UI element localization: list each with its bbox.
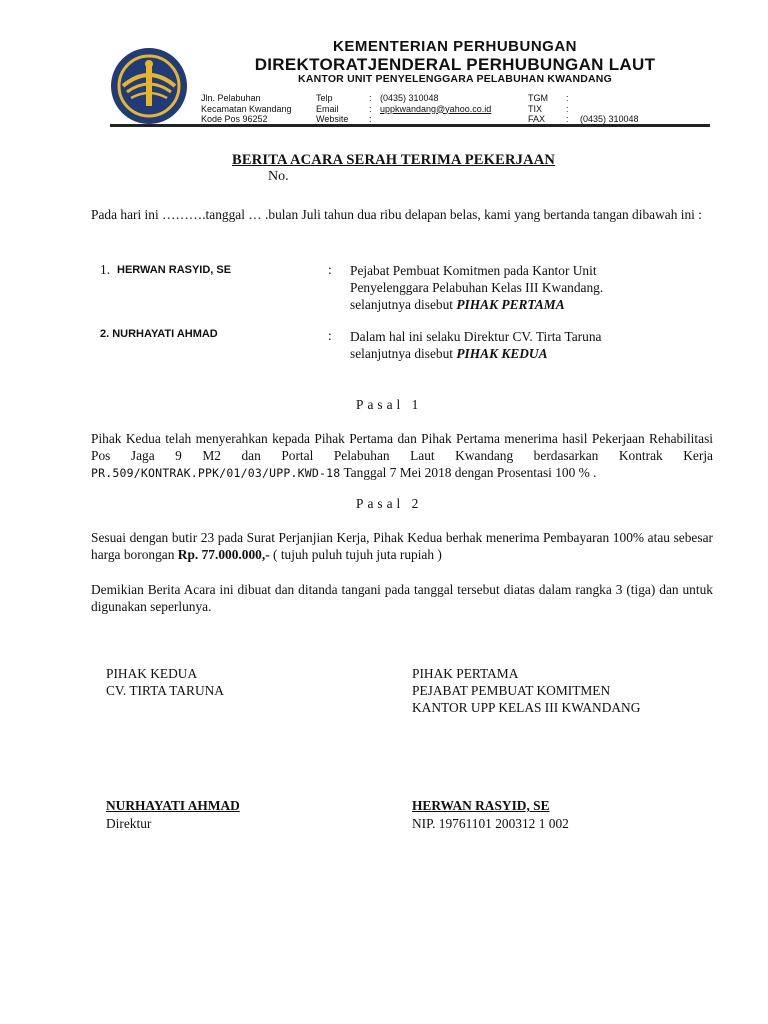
party1-colon: : <box>328 262 332 277</box>
ministry-emblem-icon <box>109 46 189 126</box>
sig-right-nip: NIP. 19761101 200312 1 002 <box>412 816 569 831</box>
para1-text: Pihak Kedua telah menyerahkan kepada Pihak Pertama dan Pihak Pertama menerima hasil Pekerjaan Rehabilitasi Pos Jaga 9 M2 dan Portal Pelabuhan Laut Kwandang berdasarkan Kontrak Kerja <box>91 431 713 463</box>
party2-name: 2. NURHAYATI AHMAD <box>100 328 218 340</box>
party1-desc-line <box>350 296 720 313</box>
contact-phone: (0435) 310048 <box>380 93 439 103</box>
intro-paragraph: Pada hari ini ……….tanggal … .bulan Juli tahun dua ribu delapan belas, kami yang bertanda tangan dibawah ini : <box>91 207 702 222</box>
contact-right-labels <box>528 93 548 125</box>
contact-tgm <box>580 93 639 104</box>
party2-desc-line <box>350 345 720 362</box>
pasal-1-paragraph <box>91 430 713 482</box>
contact-label: TGM <box>528 93 548 103</box>
contact-labels <box>316 93 348 125</box>
party1-number: 1. <box>100 262 111 277</box>
closing-paragraph: Demikian Berita Acara ini dibuat dan ditanda tangani pada tanggal tersebut diatas dalam rangka 3 (tiga) dan untuk digunakan seperlunya. <box>91 582 713 614</box>
contact-separators: : : : <box>369 93 372 124</box>
document-number: No. <box>268 169 289 184</box>
letterhead-office: KANTOR UNIT PENYELENGGARA PELABUHAN KWANDANG <box>298 73 612 85</box>
sig-left-name: NURHAYATI AHMAD <box>106 798 240 813</box>
party1-label: PIHAK PERTAMA <box>456 297 565 312</box>
sig-left-party: PIHAK KEDUA <box>106 666 198 681</box>
contact-tix <box>580 104 639 115</box>
letterhead-directorate: DIREKTORATJENDERAL PERHUBUNGAN LAUT <box>254 55 656 74</box>
contact-right-values <box>580 93 639 125</box>
party2-colon: : <box>328 328 332 343</box>
letterhead-divider <box>110 124 710 127</box>
contact-label: FAX <box>528 114 546 124</box>
signature-block-left <box>106 665 224 699</box>
contact-label: Email <box>316 103 339 114</box>
sig-right-name: HERWAN RASYID, SE <box>412 798 550 813</box>
party2-label: PIHAK KEDUA <box>456 346 548 361</box>
pasal-2-paragraph <box>91 529 713 563</box>
party2-description <box>350 328 720 362</box>
letterhead-address <box>201 93 292 125</box>
party1-description <box>350 262 720 313</box>
party1-desc-text: selanjutnya disebut <box>350 297 454 312</box>
address-line: Kode Pos 96252 <box>201 114 268 124</box>
para2-text: Sesuai dengan butir 23 pada Surat Perjanjian Kerja, Pihak Kedua berhak menerima Pembayaran 100% atau sebesar harga borongan <box>91 530 713 562</box>
party2-desc-text: selanjutnya disebut <box>350 346 454 361</box>
party1-desc-line: Pejabat Pembuat Komitmen pada Kantor Unit <box>350 263 597 278</box>
sig-left-role: Direktur <box>106 816 152 831</box>
contract-number: PR.509/KONTRAK.PPK/01/03/UPP.KWD-18 <box>91 466 341 480</box>
contact-label: Telp <box>316 93 333 103</box>
address-line: Kecamatan Kwandang <box>201 103 292 114</box>
party2-desc-line: Dalam hal ini selaku Direktur CV. Tirta Taruna <box>350 329 602 344</box>
para1-text-end: Tanggal 7 Mei 2018 dengan Prosentasi 100 % . <box>343 465 597 480</box>
contact-email-link[interactable]: uppkwandang@yahoo.co.id <box>380 103 492 114</box>
letterhead-ministry: KEMENTERIAN PERHUBUNGAN <box>332 38 577 55</box>
contact-right-separators: : : : <box>566 93 569 124</box>
pasal-2-heading: Pasal 2 <box>356 496 423 511</box>
sig-right-office: KANTOR UPP KELAS III KWANDANG <box>412 700 641 715</box>
sig-left-company: CV. TIRTA TARUNA <box>106 683 224 698</box>
contact-values <box>380 93 491 125</box>
document-title: BERITA ACARA SERAH TERIMA PEKERJAAN <box>232 152 556 168</box>
contact-fax: (0435) 310048 <box>580 114 639 124</box>
contact-label: TIX <box>528 103 543 114</box>
sig-right-position: PEJABAT PEMBUAT KOMITMEN <box>412 683 611 698</box>
address-line: Jln. Pelabuhan <box>201 93 261 103</box>
pasal-1-heading: Pasal 1 <box>356 397 423 412</box>
para2-text-end: ( tujuh puluh tujuh juta rupiah ) <box>273 547 442 562</box>
contract-amount: Rp. 77.000.000,- <box>177 547 270 562</box>
party1-desc-line: Penyelenggara Pelabuhan Kelas III Kwandang. <box>350 280 604 295</box>
contact-website <box>380 114 491 125</box>
sig-right-party: PIHAK PERTAMA <box>412 666 519 681</box>
contact-label: Website <box>316 114 349 124</box>
signature-block-right <box>412 665 640 716</box>
party1-name: HERWAN RASYID, SE <box>117 264 232 276</box>
